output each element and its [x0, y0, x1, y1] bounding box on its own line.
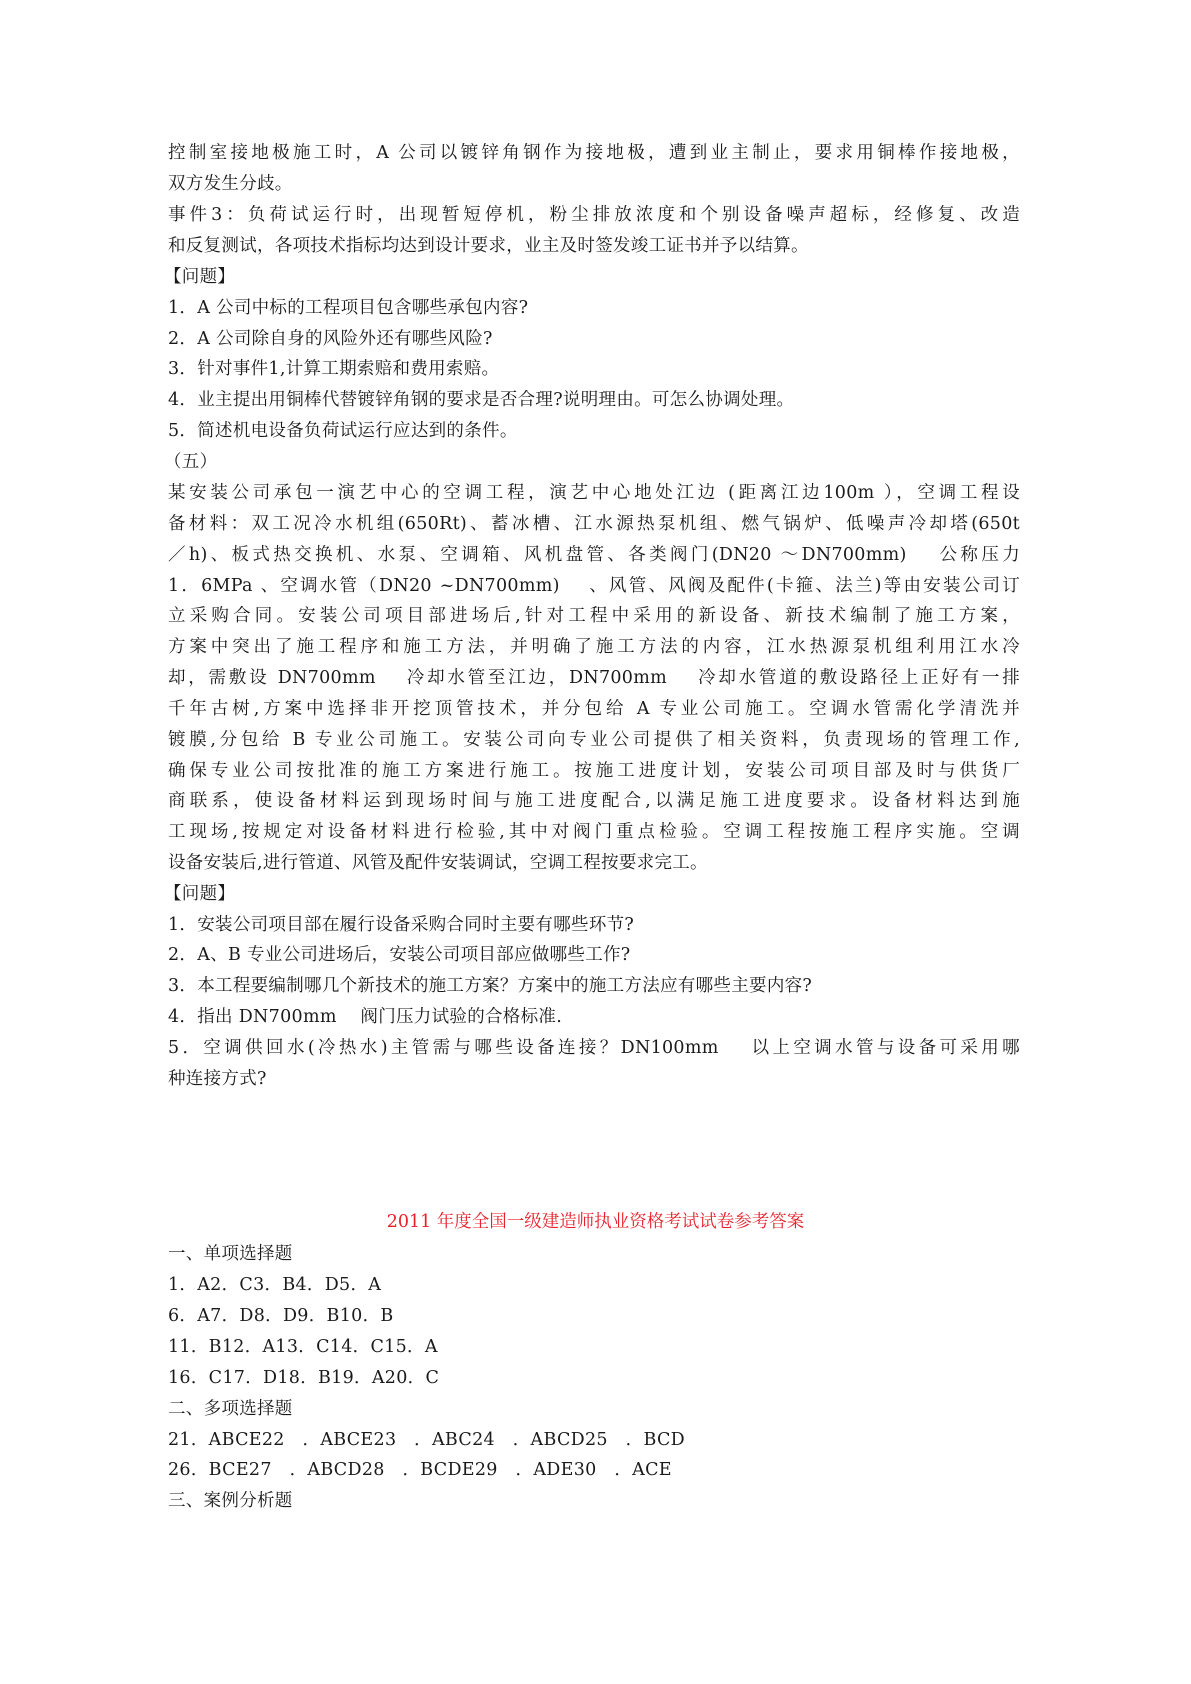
section-heading: 三、案例分析题 [168, 1491, 293, 1511]
paragraph-line: 立采购合同。安装公司项目部进场后,针对工程中采用的新设备、新技术编制了施工方案， [168, 606, 1020, 626]
paragraph-line: 双方发生分歧。 [168, 174, 293, 194]
question-item: 5．空调供回水(冷热水)主管需与哪些设备连接？DN100mm 以上空调水管与设备可采用哪 [168, 1038, 1020, 1058]
answer-line: 16．C17．D18．B19．A20．C [168, 1368, 440, 1388]
questions-heading: 【问题】 [164, 884, 236, 904]
paragraph-line: 方案中突出了施工程序和施工方法，并明确了施工方法的内容，江水热源泵机组利用江水冷 [168, 637, 1020, 657]
question-item: 4．指出 DN700mm 阀门压力试验的合格标准. [168, 1007, 563, 1027]
paragraph-line: 控制室接地极施工时，A 公司以镀锌角钢作为接地极，遭到业主制止，要求用铜棒作接地极， [168, 143, 1020, 163]
paragraph-line: 确保专业公司按批准的施工方案进行施工。按施工进度计划，安装公司项目部及时与供货厂 [168, 761, 1020, 781]
answer-line: 26．BCE27 ．ABCD28 ．BCDE29 ．ADE30 ．ACE [168, 1460, 672, 1480]
question-item: 3．本工程要编制哪几个新技术的施工方案？方案中的施工方法应有哪些主要内容? [168, 976, 813, 996]
question-item: 2．A 公司除自身的风险外还有哪些风险? [168, 329, 493, 349]
section-heading: （五） [164, 452, 218, 472]
paragraph-line: 某安装公司承包一演艺中心的空调工程，演艺中心地处江边 (距离江边100m ），空调工程设 [168, 483, 1020, 503]
questions-heading: 【问题】 [164, 267, 236, 287]
question-item: 4．业主提出用铜棒代替镀锌角钢的要求是否合理?说明理由。可怎么协调处理。 [168, 390, 795, 410]
question-item: 1．安装公司项目部在履行设备采购合同时主要有哪些环节? [168, 915, 635, 935]
question-item: 种连接方式? [168, 1069, 267, 1089]
question-item: 3．针对事件1,计算工期索赔和费用索赔。 [168, 359, 500, 379]
paragraph-line: 设备安装后,进行管道、风管及配件安装调试，空调工程按要求完工。 [168, 853, 708, 873]
answer-line: 6．A7．D8．D9．B10．B [168, 1306, 394, 1326]
answer-line: 1．A2．C3．B4．D5．A [168, 1275, 382, 1295]
paragraph-line: 商联系，使设备材料运到现场时间与施工进度配合,以满足施工进度要求。设备材料达到施 [168, 791, 1020, 811]
question-item: 5．简述机电设备负荷试运行应达到的条件。 [168, 421, 518, 441]
paragraph-line: 1．6MPa 、空调水管（DN20 ~DN700mm) 、风管、风阀及配件(卡箍、法兰)等由安装公司订 [168, 576, 1020, 596]
paragraph-line: 镀膜,分包给 B 专业公司施工。安装公司向专业公司提供了相关资料，负责现场的管理工作, [168, 730, 1020, 750]
section-heading: 二、多项选择题 [168, 1399, 293, 1419]
answer-line: 11．B12．A13．C14．C15．A [168, 1337, 438, 1357]
answer-line: 21．ABCE22 ．ABCE23 ．ABC24 ．ABCD25 ．BCD [168, 1430, 685, 1450]
section-heading: 一、单项选择题 [168, 1244, 293, 1264]
paragraph-line: 却，需敷设 DN700mm 冷却水管至江边，DN700mm 冷却水管道的敷设路径上正好有一排 [168, 668, 1020, 688]
paragraph-line: 千年古树,方案中选择非开挖顶管技术，并分包给 A 专业公司施工。空调水管需化学清洗并 [168, 699, 1020, 719]
paragraph-line: 备材料：双工况冷水机组(650Rt)、蓄冰槽、江水源热泵机组、燃气锅炉、低噪声冷却塔(650t [168, 514, 1020, 534]
paragraph-line: 和反复测试，各项技术指标均达到设计要求，业主及时签发竣工证书并予以结算。 [168, 236, 809, 256]
answers-title: 2011 年度全国一级建造师执业资格考试试卷参考答案 [386, 1212, 805, 1232]
paragraph-line: 事件3：负荷试运行时，出现暂短停机，粉尘排放浓度和个别设备噪声超标，经修复、改造 [168, 205, 1020, 225]
paragraph-line: 工现场,按规定对设备材料进行检验,其中对阀门重点检验。空调工程按施工程序实施。空调 [168, 822, 1020, 842]
question-item: 2．A、B 专业公司进场后，安装公司项目部应做哪些工作? [168, 945, 631, 965]
question-item: 1．A 公司中标的工程项目包含哪些承包内容? [168, 298, 529, 318]
paragraph-line: ／h)、板式热交换机、水泵、空调箱、风机盘管、各类阀门(DN20 ～DN700mm) 公称压力 [168, 545, 1020, 565]
